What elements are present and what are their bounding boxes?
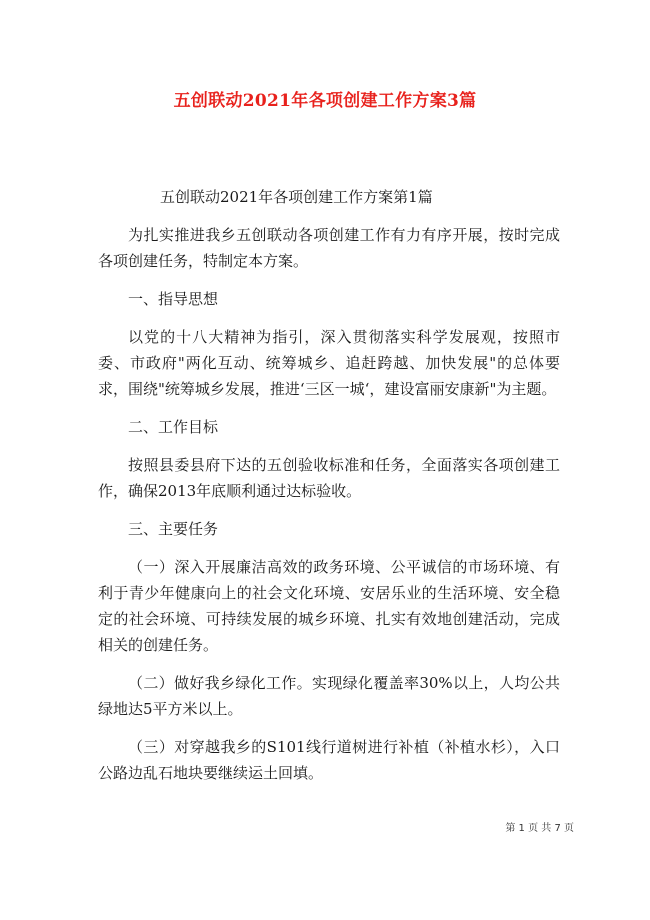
document-title: 五创联动2021年各项创建工作方案3篇 [173,91,477,111]
document-body [98,184,560,798]
section-heading: 二、工作目标 [128,418,219,436]
section-subtitle: 五创联动2021年各项创建工作方案第1篇 [160,188,433,206]
paragraph: 以党的十八大精神为指引，深入贯彻落实科学发展观，按照市委、市政府"两化互动、统筹城乡、追赶跨越、加快发展"的总体要求，围绕"统筹城乡发展，推进‘三区一城‘，建设富丽安康新"为主题。 [98,328,560,398]
paragraph: （二）做好我乡绿化工作。实现绿化覆盖率30%以上，人均公共绿地达5平方米以上。 [98,674,560,718]
page-number: 第 1 页 共 7 页 [505,823,574,834]
paragraph: 按照县委县府下达的五创验收标准和任务，全面落实各项创建工作，确保2013年底顺利通过达标验收。 [98,456,560,500]
paragraph: （一）深入开展廉洁高效的政务环境、公平诚信的市场环境、有利于青少年健康向上的社会文化环境、安居乐业的生活环境、安全稳定的社会环境、可持续发展的城乡环境、扎实有效地创建活动，完成相关的创建任务。 [98,558,560,654]
paragraph: （三）对穿越我乡的S101线行道树进行补植（补植水杉），入口公路边乱石地块要继续运土回填。 [98,738,560,782]
section-heading: 三、主要任务 [128,520,219,538]
section-heading: 一、指导思想 [128,290,219,308]
paragraph: 为扎实推进我乡五创联动各项创建工作有力有序开展，按时完成各项创建任务，特制定本方案。 [98,226,560,270]
